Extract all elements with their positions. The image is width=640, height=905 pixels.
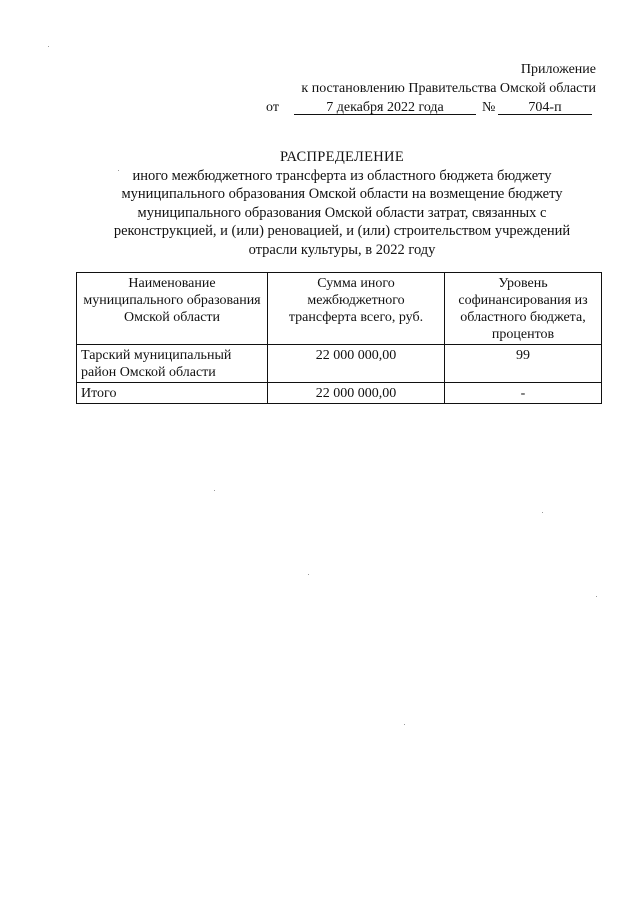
cell-total-percent: -: [445, 383, 602, 404]
table-total-row: [77, 383, 602, 404]
scan-speck: [404, 724, 405, 725]
scan-speck: [542, 512, 543, 513]
appendix-block: [266, 60, 596, 117]
table-row: [77, 345, 602, 383]
header-transfer-amount: Сумма иного межбюджетного трансферта всего, руб.: [268, 273, 445, 345]
decree-number: 704-п: [498, 98, 592, 115]
distribution-table: [76, 272, 602, 404]
scan-speck: [596, 596, 597, 597]
scan-speck: [48, 46, 49, 47]
decree-date: 7 декабря 2022 года: [294, 98, 476, 115]
scan-speck: [118, 170, 119, 171]
cell-amount: 22 000 000,00: [268, 345, 445, 383]
document-heading: РАСПРЕДЕЛЕНИЕ: [280, 149, 404, 165]
scan-speck: [308, 574, 309, 575]
header-municipality: Наименование муниципального образования Омской области: [77, 273, 268, 345]
table-header-row: [77, 273, 602, 345]
document-title-block: [80, 148, 604, 259]
header-cofinancing-level: Уровень софинансирования из областного бюджета, процентов: [445, 273, 602, 345]
number-label: №: [482, 100, 496, 115]
appendix-date-number-line: [266, 98, 596, 117]
scan-speck: [214, 490, 215, 491]
cell-percent: 99: [445, 345, 602, 383]
cell-total-label: Итого: [77, 383, 268, 404]
cell-municipality: Тарский муниципальный район Омской области: [77, 345, 268, 383]
from-label: от: [266, 100, 279, 115]
document-subtitle: иного межбюджетного трансферта из областного бюджета бюджету муниципального образования Омской области на возмещение бюджету муниципального образования Омской области затрат, связанных с реконструкцией, и (или) реновацией, и (или) строительством учреждений отрасли культуры, в 2022 году: [113, 167, 571, 258]
appendix-decree-reference: к постановлению Правительства Омской области: [301, 81, 596, 96]
cell-total-amount: 22 000 000,00: [268, 383, 445, 404]
appendix-title: Приложение: [520, 62, 596, 77]
